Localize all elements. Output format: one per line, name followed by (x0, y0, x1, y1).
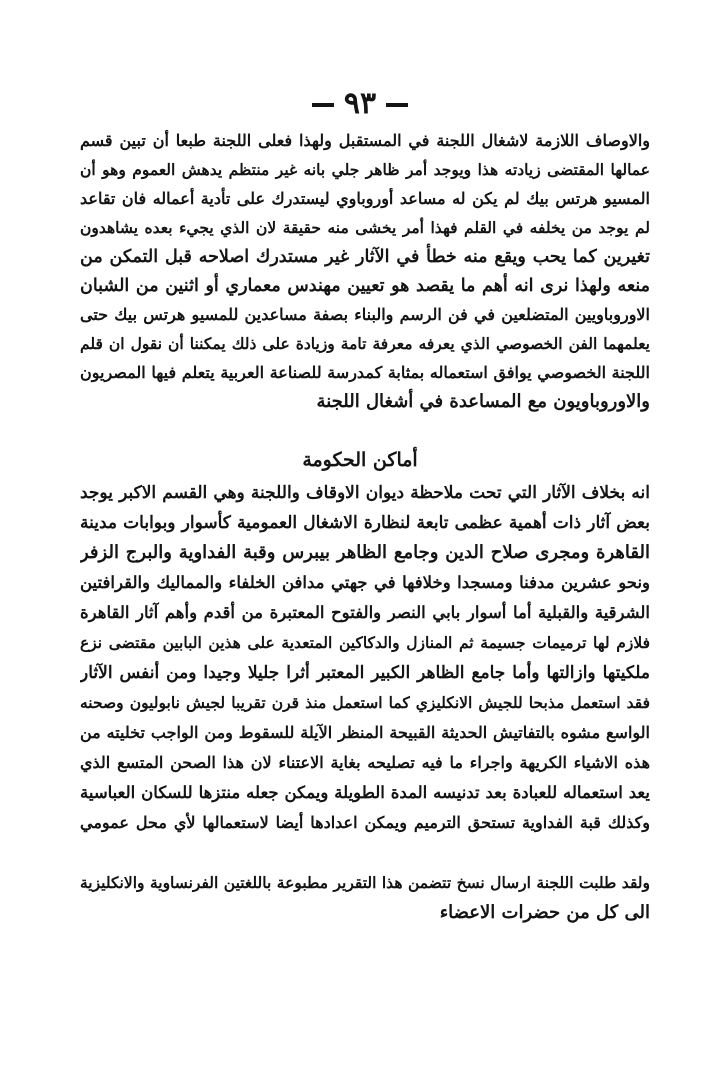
page-number: ٩٣ (343, 86, 377, 121)
text-line: فلازم لها ترميمات جسيمة ثم المنازل والدكاكين المتعدية على هذين البابين مقتضى نزع (80, 633, 650, 652)
text-line: ملكيتها وازالتها وأما جامع الظاهر الكبير المعتبر أثرا جليلا وجيدا ومن أنفس الآثار (80, 663, 650, 683)
text-line: ولقد طلبت اللجنة ارسال نسخ تتضمن هذا التقرير مطبوعة باللغتين الفرنساوية والانكليزية (80, 873, 650, 892)
text-line: اللجنة الخصوصي يوافق استعماله بمثابة كمدرسة للصناعة العربية يتعلم فيها المصريون (80, 363, 650, 382)
text-line: فقد استعمل مذبحا للجيش الانكليزي كما استعمل منذ قرن تقريبا لجيش نابوليون وصحنه (80, 693, 650, 712)
text-line: الشرقية والقبلية أما أسوار بابي النصر والفتوح المعتبرة من أقدم وأهم آثار القاهرة (80, 603, 650, 622)
text-line: وكذلك قبة الفداوية تستحق الترميم ويمكن اعدادها أيضا لاستعمالها لأي محل عمومي (80, 813, 650, 832)
text-line: انه بخلاف الآثار التي تحت ملاحظة ديوان الاوقاف واللجنة وهي القسم الاكبر يوجد (80, 483, 650, 503)
left-dash (386, 103, 408, 107)
text-line: المسيو هرتس بيك لم يكن له مساعد أوروباوي ليستدرك على تأدية أعماله فان تقاعد (80, 189, 650, 208)
text-line: تغيرين كما يحب ويقع منه خطأ في الآثار غير مستدرك اصلاحه قبل التمكن من (80, 247, 650, 267)
text-line: ونحو عشرين مدفنا ومسجدا وخلافها في جهتي مدافن الخلفاء والمماليك والقرافتين (80, 573, 650, 592)
text-line: الواسع مشوه بالتفاتيش الحديثة القبيحة المنظر الآيلة للسقوط ومن الواجب تخليته من (80, 723, 650, 742)
text-line: هذه الاشياء الكريهة واجراء ما فيه تصليحه بغاية الاعتناء لان هذا الصحن المتسع الذي (80, 753, 650, 772)
text-line: لم يوجد من يخلفه في القلم فهذا أمر يخشى منه حقيقة لان الذي يجيء بعده يشاهدون (80, 218, 650, 237)
text-line: والاوروباويون مع المساعدة في أشغال اللجنة (316, 391, 650, 412)
text-line: يعد استعماله للعبادة بعد تدنيسه المدة الطويلة ويمكن جعله منتزها للسكان العباسية (80, 783, 650, 802)
text-line: والاوصاف اللازمة لاشغال اللجنة في المستقبل ولهذا فعلى اللجنة طبعا أن تبين قسم (80, 131, 650, 150)
text-line: الى كل من حضرات الاعضاء (439, 902, 650, 923)
text-line: بعض آثار ذات أهمية عظمى تابعة لنظارة الاشغال العمومية كأسوار وبوابات مدينة (80, 513, 650, 533)
text-line: يعلمهما الفن الخصوصي الذي يعرفه معرفة تامة وزيادة على ذلك يمكننا أن نقول ان قلم (80, 334, 650, 353)
page-number-header (0, 86, 720, 121)
text-line: الاوروباويين المتضلعين في فن الرسم والبناء بصفة مساعدين للمسيو هرتس بيك حتى (80, 305, 650, 324)
right-dash (312, 103, 334, 107)
section-heading: أماكن الحكومة (302, 449, 418, 471)
text-line: منعه ولهذا نرى انه أهم ما يقصد هو تعيين مهندس معماري أو اثنين من الشبان (80, 276, 650, 296)
text-line: عمالها المقتضى زيادته هذا ويوجد أمر ظاهر جلي بانه غير منتظم يدهش العموم وهو أن (80, 160, 650, 179)
text-line: القاهرة ومجرى صلاح الدين وجامع الظاهر بيبرس وقبة الفداوية والبرج الزفر (80, 542, 650, 563)
